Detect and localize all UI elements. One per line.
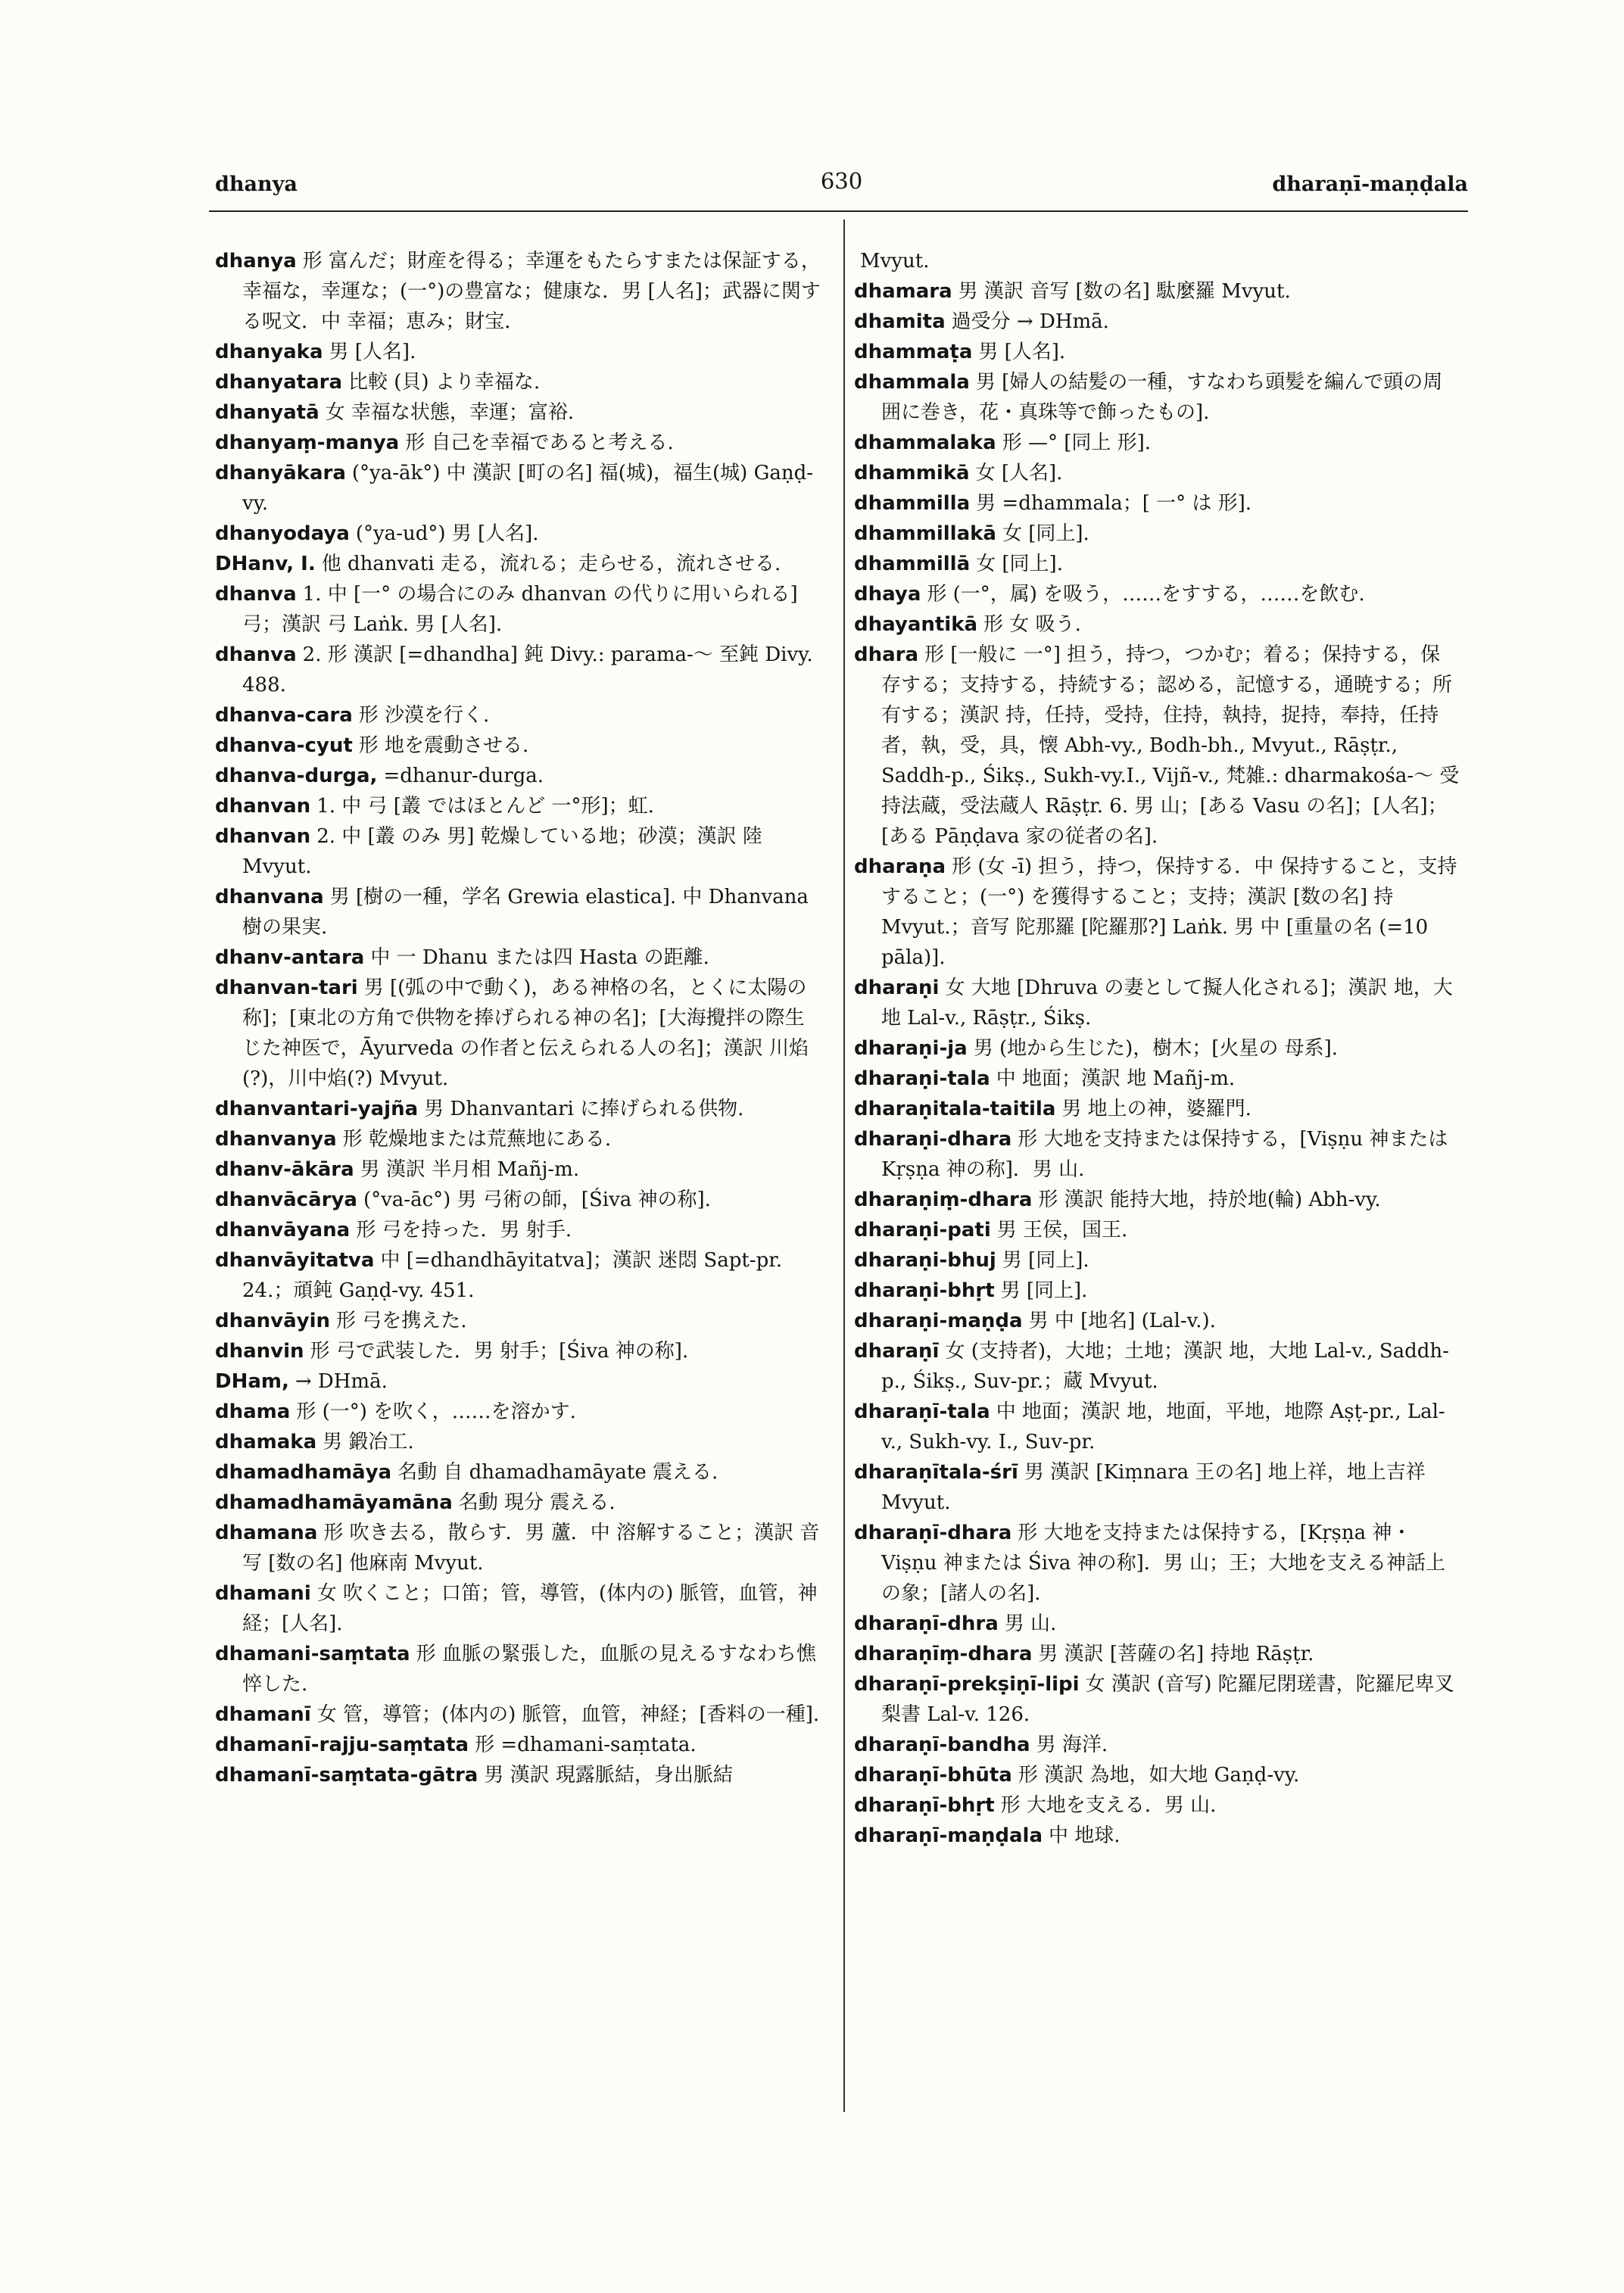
entry-definition: 1. 中 弓 [叢 ではほとんど 一°形]；虹. bbox=[316, 795, 654, 818]
entry-definition: Mvyut. bbox=[860, 250, 930, 273]
entry-definition: 女 [同上]. bbox=[1002, 522, 1089, 545]
dictionary-entry bbox=[215, 367, 821, 397]
entry-definition: 形 大地を支持または保持する，[Viṣṇu 神または Kṛṣṇa 神の称]．男 山. bbox=[881, 1128, 1448, 1181]
entry-headword: dhanvan-tari bbox=[215, 977, 358, 999]
entry-headword: dhamanī bbox=[215, 1703, 311, 1726]
dictionary-entry bbox=[854, 579, 1460, 609]
dictionary-entry bbox=[215, 942, 821, 973]
entry-definition: 形 漢訳 為地，如大地 Gaṇḍ-vy. bbox=[1018, 1764, 1300, 1787]
dictionary-entry bbox=[854, 1064, 1460, 1094]
entry-definition: (°va-āc°) 男 弓術の師，[Śiva 神の称]. bbox=[363, 1189, 711, 1211]
entry-headword: dhanva-cara bbox=[215, 704, 353, 727]
entry-definition: 男 漢訳 [菩薩の名] 持地 Rāṣṭr. bbox=[1038, 1643, 1314, 1665]
entry-headword: dhama bbox=[215, 1400, 291, 1423]
entry-definition: 形 (女 -ī) 担う，持つ，保持する．中 保持すること，支持すること；(一°) を獲得すること；支持；漢訳 [数の名] 持 Mvyut.；音写 陀那羅 [陀羅那?] Laṅk. 男 中 [重量の名 (=10 pāla)]. bbox=[881, 855, 1457, 969]
entry-definition: 女 漢訳 (音写) 陀羅尼閉瑳書，陀羅尼卑叉梨書 Lal-v. 126. bbox=[881, 1673, 1454, 1726]
dictionary-entry bbox=[215, 1336, 821, 1366]
entry-headword: dharaṇī-bhṛt bbox=[854, 1794, 995, 1817]
entry-definition: 男 (地から生じた)，樹木；[火星の 母系]. bbox=[973, 1037, 1339, 1060]
entry-headword: dhanvāyana bbox=[215, 1219, 351, 1242]
dictionary-entry bbox=[854, 1518, 1460, 1609]
dictionary-entry bbox=[215, 731, 821, 761]
entry-definition: 男 [樹の一種，学名 Grewia elastica]. 中 Dhanvana 樹の果実. bbox=[242, 886, 809, 939]
dictionary-entry bbox=[215, 458, 821, 519]
dictionary-entry bbox=[215, 1124, 821, 1154]
entry-headword: dhanva bbox=[215, 643, 297, 666]
entry-definition: (°ya-āk°) 中 漢訳 [町の名] 福(城)，福生(城) Gaṇḍ-vy. bbox=[242, 462, 814, 515]
entry-headword: dhanvāyitatva bbox=[215, 1249, 375, 1272]
entry-headword: dhamita bbox=[854, 310, 946, 333]
entry-headword: dharaṇī-dhara bbox=[854, 1522, 1012, 1544]
dictionary-entry bbox=[854, 1790, 1460, 1821]
dictionary-entry bbox=[854, 549, 1460, 579]
dictionary-entry bbox=[854, 307, 1460, 337]
entry-definition: 男 漢訳 現露脈結，身出脈結 bbox=[484, 1764, 733, 1787]
entry-definition: 中 地面；漢訳 地，地面，平地，地際 Aṣṭ-pr., Lal-v., Sukh-vy. I., Suv-pr. bbox=[881, 1400, 1445, 1453]
entry-headword: dhanyaka bbox=[215, 341, 323, 363]
entry-definition: 形 女 吸う. bbox=[983, 613, 1081, 636]
entry-headword: dhanvāyin bbox=[215, 1310, 331, 1332]
dictionary-entry bbox=[215, 1397, 821, 1427]
entry-definition: 女 [同上]. bbox=[976, 553, 1063, 575]
entry-definition: 男 [同上]. bbox=[1000, 1279, 1088, 1302]
entry-definition: 中 地球. bbox=[1049, 1824, 1121, 1847]
dictionary-entry bbox=[854, 1609, 1460, 1639]
dictionary-entry bbox=[854, 488, 1460, 519]
entry-definition: 女 吹くこと；口笛；管，導管，(体内の) 脈管，血管，神経；[人名]. bbox=[242, 1582, 818, 1635]
entry-headword: dhamana bbox=[215, 1522, 318, 1544]
entry-headword: dhamani bbox=[215, 1582, 311, 1605]
dictionary-entry bbox=[215, 882, 821, 942]
entry-headword: dharaṇī-dhra bbox=[854, 1612, 999, 1635]
dictionary-entry bbox=[215, 1578, 821, 1639]
entry-definition: 他 dhanvati 走る，流れる；走らせる，流れさせる. bbox=[321, 553, 781, 575]
entry-headword: dhanvin bbox=[215, 1340, 304, 1363]
entry-definition: (°ya-ud°) 男 [人名]. bbox=[355, 522, 539, 545]
entry-headword: dharaṇī-prekṣiṇī-lipi bbox=[854, 1673, 1080, 1696]
entry-definition: 形 地を震動させる. bbox=[358, 734, 529, 757]
dictionary-entry bbox=[215, 1245, 821, 1306]
dictionary-entry bbox=[215, 1457, 821, 1488]
entry-definition: 女 幸福な状態，幸運；富裕. bbox=[325, 401, 575, 424]
dictionary-entry bbox=[215, 1488, 821, 1518]
dictionary-entry bbox=[854, 1397, 1460, 1457]
dictionary-entry bbox=[854, 640, 1460, 852]
entry-headword: dharaṇi-bhṛt bbox=[854, 1279, 995, 1302]
dictionary-entry bbox=[215, 1639, 821, 1699]
dictionary-entry bbox=[215, 700, 821, 731]
dictionary-entry bbox=[854, 458, 1460, 488]
header-rule bbox=[209, 210, 1468, 212]
entry-definition: 比較 (貝) より幸福な. bbox=[348, 371, 541, 394]
dictionary-entry bbox=[215, 1760, 821, 1790]
entry-definition: 女 大地 [Dhruva の妻として擬人化される]；漢訳 地，大地 Lal-v., Rāṣṭr., Śikṣ. bbox=[881, 977, 1453, 1030]
entry-definition: 形 弓で武装した．男 射手；[Śiva 神の称]. bbox=[310, 1340, 689, 1363]
entry-definition: 男 [婦人の結髪の一種，すなわち頭髪を編んで頭の周囲に巻き，花・真珠等で飾ったもの]. bbox=[881, 371, 1443, 424]
dictionary-entry bbox=[854, 1669, 1460, 1730]
entry-headword: dhammaṭa bbox=[854, 341, 973, 363]
dictionary-entry bbox=[854, 1821, 1460, 1851]
entry-definition: =dhanur-durga. bbox=[383, 765, 544, 787]
dictionary-entry bbox=[854, 1639, 1460, 1669]
dictionary-entry bbox=[215, 1306, 821, 1336]
dictionary-entry bbox=[215, 1094, 821, 1124]
entry-definition: → DHmā. bbox=[295, 1370, 388, 1393]
entry-headword: dhammillā bbox=[854, 553, 971, 575]
dictionary-entry bbox=[215, 428, 821, 458]
entry-definition: 男 [(弧の中で動く)，ある神格の名，とくに太陽の称]；[東北の方角で供物を捧げられる神の名]；[大海攪拌の際生じた神医で，Āyurveda の作者と伝えられる人の名]；漢訳 川焰(?)，川中焰(?) Mvyut. bbox=[242, 977, 809, 1090]
dictionary-entry bbox=[854, 1336, 1460, 1397]
entry-headword: dharaṇī-maṇḍala bbox=[854, 1824, 1043, 1847]
entry-definition: 男 =dhammala；[ 一° は 形]. bbox=[976, 492, 1252, 515]
entry-headword: dhanvana bbox=[215, 886, 324, 908]
entry-headword: dhanva bbox=[215, 583, 297, 606]
dictionary-entry bbox=[215, 549, 821, 579]
entry-headword: dhammillakā bbox=[854, 522, 996, 545]
entry-headword: dharaṇī-bandha bbox=[854, 1734, 1030, 1756]
left-column bbox=[215, 246, 821, 1790]
dictionary-entry bbox=[854, 973, 1460, 1033]
entry-definition: 中 一 Dhanu または四 Hasta の距離. bbox=[370, 946, 709, 969]
entry-headword: dhammalaka bbox=[854, 431, 996, 454]
dictionary-entry bbox=[215, 973, 821, 1094]
dictionary-entry bbox=[215, 791, 821, 821]
entry-headword: dhanv-antara bbox=[215, 946, 365, 969]
entry-headword: dhamaka bbox=[215, 1431, 317, 1453]
entry-headword: dhanvan bbox=[215, 795, 311, 818]
entry-definition: 男 王侯，国王. bbox=[996, 1219, 1128, 1242]
entry-headword: dharaṇī-tala bbox=[854, 1400, 990, 1423]
dictionary-entry bbox=[215, 1185, 821, 1215]
dictionary-entry bbox=[854, 1245, 1460, 1276]
dictionary-entry bbox=[854, 276, 1460, 307]
entry-definition: 形 弓を携えた. bbox=[336, 1310, 467, 1332]
entry-definition: 形 富んだ；財産を得る；幸運をもたらすまたは保証する，幸福な，幸運な；(一°)の豊富な；健康な．男 [人名]；武器に関する呪文．中 幸福；恵み；財宝． bbox=[242, 250, 821, 333]
entry-headword: dharaṇiṃ-dhara bbox=[854, 1189, 1033, 1211]
entry-definition: 中 [=dhandhāyitatva]；漢訳 迷悶 Sapt-pr. 24.；頑鈍 Gaṇḍ-vy. 451. bbox=[242, 1249, 783, 1302]
entry-headword: dharaṇītala-śrī bbox=[854, 1461, 1018, 1484]
entry-definition: 形 大地を支える．男 山. bbox=[1000, 1794, 1217, 1817]
entry-definition: 形 乾燥地または荒蕪地にある. bbox=[342, 1128, 612, 1151]
entry-headword: dhanyatā bbox=[215, 401, 320, 424]
entry-headword: dhamanī-saṃtata-gātra bbox=[215, 1764, 478, 1787]
dictionary-entry bbox=[215, 1366, 821, 1397]
entry-headword: DHanv, I. bbox=[215, 553, 316, 575]
entry-definition: 名動 現分 震える. bbox=[458, 1491, 616, 1514]
entry-headword: dhanvan bbox=[215, 825, 311, 848]
entry-definition: 形 大地を支持または保持する，[Kṛṣṇa 神・Viṣṇu 神または Śiva 神の称]．男 山；王；大地を支える神話上の象；[諸人の名]. bbox=[881, 1522, 1445, 1605]
entry-definition: 女 管，導管；(体内の) 脈管，血管，神経；[香料の一種]. bbox=[316, 1703, 820, 1726]
entry-headword: dharaṇitala-taitila bbox=[854, 1098, 1056, 1120]
dictionary-entry bbox=[854, 1730, 1460, 1760]
entry-definition: 名動 自 dhamadhamāyate 震える. bbox=[397, 1461, 718, 1484]
dictionary-entry bbox=[854, 1094, 1460, 1124]
entry-definition: 形 血脈の緊張した，血脈の見えるすなわち憔悴した. bbox=[242, 1643, 816, 1696]
dictionary-entry bbox=[215, 821, 821, 882]
dictionary-entry bbox=[854, 428, 1460, 458]
dictionary-entry bbox=[854, 1215, 1460, 1245]
entry-definition: 男 [同上]. bbox=[1002, 1249, 1089, 1272]
entry-headword: dhanva-cyut bbox=[215, 734, 353, 757]
dictionary-entry bbox=[215, 337, 821, 367]
dictionary-entry bbox=[215, 246, 821, 337]
entry-definition: 男 [人名]. bbox=[329, 341, 416, 363]
entry-headword: dharaṇi-ja bbox=[854, 1037, 968, 1060]
dictionary-entry bbox=[854, 1185, 1460, 1215]
dictionary-entry bbox=[854, 1306, 1460, 1336]
entry-headword: dhanvanya bbox=[215, 1128, 337, 1151]
dictionary-entry bbox=[215, 761, 821, 791]
dictionary-entry bbox=[215, 1154, 821, 1185]
entry-definition: 男 漢訳 [Kiṃnara 王の名] 地上祥，地上吉祥 Mvyut. bbox=[881, 1461, 1426, 1514]
entry-headword: dhamadhamāya bbox=[215, 1461, 392, 1484]
running-head-left: dhanya bbox=[215, 173, 298, 196]
entry-headword: dhammikā bbox=[854, 462, 970, 484]
entry-headword: dhanyatara bbox=[215, 371, 343, 394]
entry-headword: dharaṇi bbox=[854, 977, 940, 999]
dictionary-entry bbox=[854, 337, 1460, 367]
dictionary-entry bbox=[854, 1124, 1460, 1185]
dictionary-entry bbox=[215, 1427, 821, 1457]
entry-definition: 形 自己を幸福であると考える. bbox=[405, 431, 674, 454]
entry-definition: 2. 中 [叢 のみ 男] 乾燥している地；砂漠；漢訳 陸 Mvyut. bbox=[242, 825, 762, 878]
dictionary-entry bbox=[215, 579, 821, 640]
dictionary-entry bbox=[854, 1276, 1460, 1306]
entry-headword: dharaṇi-pati bbox=[854, 1219, 991, 1242]
entry-headword: dhanya bbox=[215, 250, 297, 273]
entry-definition: 形 (一°) を吹く，……を溶かす. bbox=[296, 1400, 576, 1423]
entry-definition: 男 中 [地名] (Lal-v.). bbox=[1028, 1310, 1216, 1332]
entry-definition: 形 (一°，属) を吸う，……をすする，……を飲む. bbox=[927, 583, 1365, 606]
page-header bbox=[215, 168, 1468, 207]
entry-definition: 形 —° [同上 形]. bbox=[1002, 431, 1152, 454]
entry-definition: 女 (支持者)，大地；土地；漢訳 地，大地 Lal-v., Saddh-p., Śikṣ., Suv-pr.；蔵 Mvyut. bbox=[881, 1340, 1449, 1393]
entry-headword: dharaṇa bbox=[854, 855, 946, 878]
entry-headword: dhanyaṃ-manya bbox=[215, 431, 400, 454]
entry-definition: 男 山. bbox=[1004, 1612, 1057, 1635]
entry-headword: dhaya bbox=[854, 583, 921, 606]
entry-definition: 形 [一般に 一°] 担う，持つ，つかむ；着る；保持する，保存する；支持する，持続する；認める，記憶する，通暁する；所有する；漢訳 持，任持，受持，住持，執持，捉持，奉持，任持者，執，受，具，懐 Abh-vy., Bodh-bh., Mvyut., Rāṣṭr., Saddh-p., Śikṣ., Sukh-vy.I., Vijñ-v., 梵雑.: dharmakośa-〜 受持法蔵，受法蔵人 Rāṣṭr. 6. 男 山；[ある Vasu の名]；[人名]；[ある Pāṇḍava 家の従者の名]. bbox=[881, 643, 1460, 848]
entry-definition: 過受分 → DHmā. bbox=[951, 310, 1109, 333]
entry-definition: 2. 形 漢訳 [=dhandha] 鈍 Divy.: parama-〜 至鈍 Divy. 488. bbox=[242, 643, 813, 696]
entry-definition: 男 漢訳 音写 [数の名] 駄麼羅 Mvyut. bbox=[958, 280, 1291, 303]
entry-headword: dhanyākara bbox=[215, 462, 346, 484]
dictionary-entry bbox=[854, 609, 1460, 640]
entry-headword: DHam, bbox=[215, 1370, 289, 1393]
page-number: 630 bbox=[820, 168, 863, 194]
entry-headword: dhanvācārya bbox=[215, 1189, 357, 1211]
entry-headword: dharaṇi-tala bbox=[854, 1067, 990, 1090]
entry-headword: dharaṇī bbox=[854, 1340, 940, 1363]
entry-definition: 形 沙漠を行く. bbox=[358, 704, 490, 727]
entry-headword: dhammilla bbox=[854, 492, 971, 515]
entry-definition: 男 地上の神，婆羅門. bbox=[1061, 1098, 1252, 1120]
dictionary-entry bbox=[215, 1518, 821, 1578]
dictionary-entry bbox=[854, 1033, 1460, 1064]
entry-definition: 男 海洋. bbox=[1036, 1734, 1108, 1756]
entry-definition: 形 漢訳 能持大地，持於地(輪) Abh-vy. bbox=[1038, 1189, 1381, 1211]
dictionary-entry bbox=[854, 852, 1460, 973]
right-column bbox=[854, 246, 1460, 1851]
dictionary-entry bbox=[854, 1457, 1460, 1518]
dictionary-entry bbox=[215, 397, 821, 428]
dictionary-entry bbox=[854, 246, 1460, 276]
entry-headword: dhara bbox=[854, 643, 919, 666]
entry-definition: 1. 中 [一° の場合にのみ dhanvan の代りに用いられる] 弓；漢訳 弓 Laṅk. 男 [人名]. bbox=[242, 583, 798, 636]
dictionary-entry bbox=[854, 519, 1460, 549]
entry-headword: dhamani-saṃtata bbox=[215, 1643, 410, 1665]
entry-definition: 中 地面；漢訳 地 Mañj-m. bbox=[996, 1067, 1236, 1090]
entry-headword: dhammala bbox=[854, 371, 970, 394]
entry-headword: dhamanī-rajju-saṃtata bbox=[215, 1734, 469, 1756]
dictionary-entry bbox=[215, 640, 821, 700]
entry-definition: 女 [人名]. bbox=[975, 462, 1063, 484]
entry-headword: dharaṇī-bhūta bbox=[854, 1764, 1012, 1787]
dictionary-entry bbox=[215, 1699, 821, 1730]
entry-headword: dharaṇi-dhara bbox=[854, 1128, 1012, 1151]
entry-headword: dhamara bbox=[854, 280, 952, 303]
entry-headword: dhayantikā bbox=[854, 613, 978, 636]
dictionary-entry bbox=[854, 1760, 1460, 1790]
entry-headword: dhanyodaya bbox=[215, 522, 350, 545]
entry-definition: 形 弓を持った．男 射手. bbox=[356, 1219, 572, 1242]
entry-definition: 形 吹き去る，散らす．男 蘆．中 溶解すること；漢訳 音写 [数の名] 他麻南 Mvyut. bbox=[242, 1522, 820, 1575]
dictionary-entry bbox=[215, 1730, 821, 1760]
entry-definition: 男 Dhanvantari に捧げられる供物. bbox=[424, 1098, 744, 1120]
entry-headword: dhanvantari-yajña bbox=[215, 1098, 419, 1120]
dictionary-entry bbox=[215, 1215, 821, 1245]
running-head-right: dharaṇī-maṇḍala bbox=[1272, 173, 1468, 196]
entry-definition: 男 [人名]. bbox=[978, 341, 1066, 363]
dictionary-entry bbox=[854, 367, 1460, 428]
entry-headword: dhamadhamāyamāna bbox=[215, 1491, 453, 1514]
entry-definition: 男 鍛冶工. bbox=[323, 1431, 414, 1453]
entry-definition: 男 漢訳 半月相 Mañj-m. bbox=[360, 1158, 580, 1181]
entry-headword: dharaṇi-maṇḍa bbox=[854, 1310, 1023, 1332]
entry-headword: dhanv-ākāra bbox=[215, 1158, 354, 1181]
dictionary-entry bbox=[215, 519, 821, 549]
column-divider bbox=[843, 220, 845, 2112]
entry-headword: dharaṇīṃ-dhara bbox=[854, 1643, 1033, 1665]
entry-headword: dharaṇi-bhuj bbox=[854, 1249, 996, 1272]
entry-definition: 形 =dhamani-saṃtata. bbox=[475, 1734, 697, 1756]
entry-headword: dhanva-durga, bbox=[215, 765, 378, 787]
